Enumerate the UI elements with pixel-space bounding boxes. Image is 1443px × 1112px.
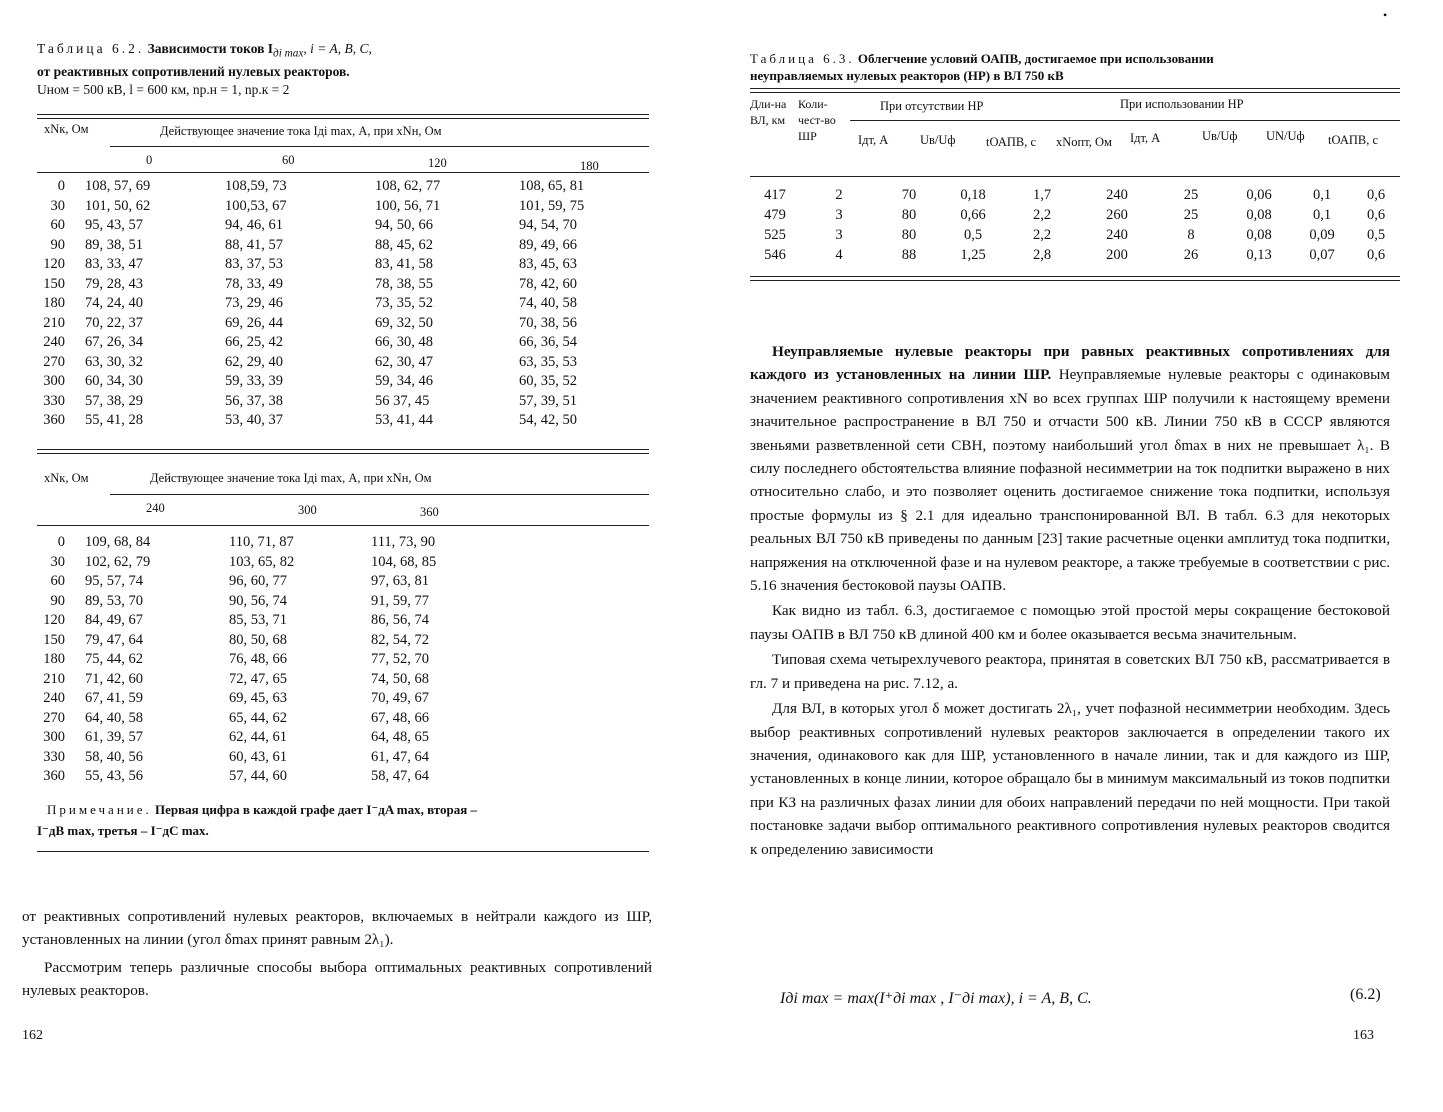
table3-cell: 2,2 [1032,206,1052,223]
table3-h-length: Дли-на ВЛ, км [750,97,787,127]
table3-h-group-with: При использовании НР [1120,97,1244,111]
table3-cell: 0,1 [1312,206,1332,223]
table3-cell: 25 [1183,186,1199,203]
table2-cell: 57, 44, 60 [229,768,287,785]
right-page [720,0,1443,1112]
table2-cell: 104, 68, 85 [371,553,437,570]
table2-group-header: Действующее значение тока Iдi max, А, при xNн, Ом [150,471,432,485]
left-paragraph-1: от реактивных сопротивлений нулевых реакторов, включаемых в нейтрали каждого из ШР, установленных на линии (угол δmax принят равным 2λ₁). [22,908,652,949]
table1-cell: 57, 38, 29 [85,392,143,409]
table3-cell: 525 [764,226,786,243]
table3-cell: 200 [1106,246,1128,263]
table3-cell: 0,5 [1366,226,1386,243]
table2-row [37,709,507,729]
table1-cell: 88, 41, 57 [225,236,283,253]
table2-row [37,748,507,768]
table2-cell: 61, 39, 57 [85,729,143,746]
table1-cell: 83, 33, 47 [85,256,143,273]
table2-cell: 82, 54, 72 [371,631,429,648]
table1-cell: 210 [43,314,65,331]
table1-cell: 78, 42, 60 [519,275,577,292]
table2-cell: 120 [43,612,65,629]
table3-head-rule [750,176,1400,177]
table1-cell: 88, 45, 62 [375,236,433,253]
table1-row [37,255,649,275]
table2-col-360: 360 [420,505,439,519]
table3-cell: 26 [1183,246,1199,263]
table1-cell: 101, 50, 62 [85,197,151,214]
table1-cell: 73, 29, 46 [225,295,283,312]
table1-sub-rule [110,146,649,147]
table1-col-60: 60 [282,153,295,167]
table2-cell: 72, 47, 65 [229,670,287,687]
caption-line1: Зависимости токов I [147,41,274,56]
note-bottom-rule [37,851,649,852]
table2-cell: 80, 50, 68 [229,631,287,648]
table3-cell: 3 [835,206,843,223]
table1-cell: 83, 45, 63 [519,256,577,273]
table1-cell: 56 37, 45 [375,392,430,409]
table1-cell: 78, 33, 49 [225,275,283,292]
table1-cell: 0 [57,178,65,195]
table1-cell: 66, 25, 42 [225,334,283,351]
table1-cell: 70, 22, 37 [85,314,143,331]
left-paragraph-2: Рассмотрим теперь различные способы выбора оптимальных реактивных сопротивлений нулевых реакторов. [22,958,652,1000]
table2-cell: 58, 40, 56 [85,748,143,765]
right-paragraph-3: Типовая схема четырехлучевого реактора, принятая в советских ВЛ 750 кВ, рассматривается в гл. 7 и приведена на рис. 7.12, а. [750,651,1390,692]
table1-cell: 66, 36, 54 [519,334,577,351]
table2-cell: 76, 48, 66 [229,651,287,668]
table2-cell: 71, 42, 60 [85,670,143,687]
table2-cell: 85, 53, 71 [229,612,287,629]
table2-cell: 64, 48, 65 [371,729,429,746]
table1-cell: 70, 38, 56 [519,314,577,331]
table2-row [37,553,507,573]
table2-cell: 62, 44, 61 [229,729,287,746]
table1-cell: 63, 35, 53 [519,353,577,370]
table3-cell: 0,18 [960,186,986,203]
caption-label: Таблица 6.2. [37,41,145,56]
table2-sub-rule [110,494,649,495]
table3-bottom-rule [750,276,1400,281]
table1-top-rule [37,114,649,119]
table1-cell: 78, 38, 55 [375,275,433,292]
table3-cell: 2,2 [1032,226,1052,243]
right-body-text [750,340,1390,861]
table2-row [37,533,507,553]
table1-row [37,197,649,217]
table3-cell: 2,8 [1032,246,1052,263]
table1-cell: 83, 37, 53 [225,256,283,273]
table1-row [37,353,649,373]
caption-line1-tail: , i = A, B, C, [303,41,372,56]
table3-sub-rule [850,120,1400,121]
table1-cell: 54, 42, 50 [519,412,577,429]
table2-row [37,689,507,709]
table3-cell: 0,08 [1246,226,1272,243]
table2-cell: 70, 49, 67 [371,690,429,707]
table2-cell: 64, 40, 58 [85,709,143,726]
table1-cell: 60 [50,217,65,234]
table1-cell: 94, 50, 66 [375,217,433,234]
table1-col-0: 0 [146,153,153,167]
table2-cell: 210 [43,670,65,687]
table2-cell: 109, 68, 84 [85,534,151,551]
right-p1-rest: Неуправляемые нулевые реакторы с одинаковым значением реактивного сопротивления xN во всех группах ШР получили к настоящему времени значительное распространение в ВЛ 750 и отчасти 500 кВ. Линии 750 кВ в СССР являются звеньями разветвленной сети СВН, поэтому наибольший угол δmax в них не превышает λ₁. В силу последнего обстоятельства влияние пофазной несимметрии на ток подпитки выражено в них относительно слабо, и это позволяет оценить достигаемое снижение тока подпитки, используя простые формулы из § 2.1 для идеально транспонированной ВЛ. В табл. 6.3 для некоторых реальных ВЛ 750 кВ приведены по данным [23] такие расчетные оценки амплитуд тока подпитки, напряжения на отключенной фазе и на нулевом реакторе, а также требуемые в соответствии с рис. 5.16 значения бестоковой паузы ОАПВ. [750,366,1390,595]
table1-cell: 57, 39, 51 [519,392,577,409]
table1-cell: 94, 46, 61 [225,217,283,234]
table3-cell: 0,07 [1309,246,1335,263]
table1-cell: 53, 41, 44 [375,412,433,429]
table3-cell: 1,25 [960,246,986,263]
table3-cell: 0,66 [960,206,986,223]
table1-cell: 59, 33, 39 [225,373,283,390]
table1-cell: 95, 43, 57 [85,217,143,234]
table2-cell: 60 [50,573,65,590]
table1-row [37,275,649,295]
table1-cell: 69, 26, 44 [225,314,283,331]
table3-cell: 479 [764,206,786,223]
table1-cell: 90 [50,236,65,253]
table1-cell: 62, 30, 47 [375,353,433,370]
table3-cell: 2 [835,186,843,203]
table1-cell: 94, 54, 70 [519,217,577,234]
table3-sh-6: Uв/Uф [1202,129,1238,143]
table1-cell: 74, 24, 40 [85,295,143,312]
note-line1: Первая цифра в каждой графе дает I⁻дA max, вторая – [155,802,477,817]
table2-cell: 67, 48, 66 [371,709,429,726]
table2-row [37,611,507,631]
page-number-right: 163 [1353,1028,1374,1043]
table1-cell: 69, 32, 50 [375,314,433,331]
table2-row [37,650,507,670]
table2-cell: 77, 52, 70 [371,651,429,668]
table2-cell: 110, 71, 87 [229,534,294,551]
table-6-2-caption [37,40,657,99]
table3-h-count: Коли-чест-во ШР [798,97,836,143]
table3-cell: 260 [1106,206,1128,223]
table1-cell: 79, 28, 43 [85,275,143,292]
table1-row [37,314,649,334]
table1-cell: 89, 49, 66 [519,236,577,253]
table2-cell: 58, 47, 64 [371,768,429,785]
table2-cell: 65, 44, 62 [229,709,287,726]
table1-cell: 74, 40, 58 [519,295,577,312]
table3-cell: 417 [764,186,786,203]
table2-cell: 61, 47, 64 [371,748,429,765]
table2-cell: 84, 49, 67 [85,612,143,629]
table2-cell: 97, 63, 81 [371,573,429,590]
table1-cell: 30 [50,197,65,214]
table3-sh-8: tОАПВ, с [1328,133,1379,147]
table1-row [37,372,649,392]
note-label: Примечание. [47,802,152,817]
table2-cell: 111, 73, 90 [371,534,436,551]
table1-col-label: xNк, Ом [44,122,89,136]
table1-cell: 63, 30, 32 [85,353,143,370]
table3-cell: 240 [1106,186,1128,203]
table2-cell: 90, 56, 74 [229,592,287,609]
table2-cell: 86, 56, 74 [371,612,429,629]
caption-line3: Uном = 500 кВ, l = 600 км, nр.н = 1, nр.к = 2 [37,81,290,97]
table2-cell: 89, 53, 70 [85,592,143,609]
table2-row [37,767,507,787]
table1-cell: 100, 56, 71 [375,197,441,214]
table2-col-label: xNк, Ом [44,471,89,485]
table1-cell: 60, 35, 52 [519,373,577,390]
table2-body [37,533,507,787]
table3-cell: 0,09 [1309,226,1335,243]
caption-line2: от реактивных сопротивлений нулевых реакторов. [37,63,350,79]
table3-cell: 0,08 [1246,206,1272,223]
table2-cell: 90 [50,592,65,609]
table3-cell: 0,06 [1246,186,1272,203]
table2-row [37,670,507,690]
table3-cell: 1,7 [1032,186,1052,203]
table3-row [750,185,1400,205]
table3-body [750,185,1400,265]
table2-cell: 240 [43,690,65,707]
table1-cell: 101, 59, 75 [519,197,585,214]
table2-cell: 69, 45, 63 [229,690,287,707]
table1-cell: 120 [43,256,65,273]
table3-sh-5: Iдт, А [1130,131,1161,145]
table1-cell: 108, 57, 69 [85,178,151,195]
table3-sh-1: Iдт, А [858,133,889,147]
table3-cell: 0,6 [1366,186,1386,203]
table1-cell: 62, 29, 40 [225,353,283,370]
note-line2: I⁻дB max, третья – I⁻дC max. [37,823,209,838]
table2-col-300: 300 [298,503,317,517]
table3-cell: 88 [901,246,917,263]
table1-row [37,411,649,431]
table3-row [750,205,1400,225]
table1-row [37,333,649,353]
table3-row [750,245,1400,265]
table2-cell: 150 [43,631,65,648]
table1-bottom-rule [37,449,649,454]
table3-top-rule [750,88,1400,93]
caption-line1-sub: дi max [273,47,304,60]
table2-cell: 270 [43,709,65,726]
table1-body [37,177,649,431]
table3-sh-3: tОАПВ, с [986,135,1037,149]
table1-cell: 60, 34, 30 [85,373,143,390]
table1-cell: 108, 62, 77 [375,178,441,195]
table2-col-240: 240 [146,501,165,515]
table3-cell: 80 [901,226,917,243]
caption-label-63: Таблица 6.3. [750,51,855,66]
table2-row [37,728,507,748]
table1-cell: 240 [43,334,65,351]
table2-row [37,572,507,592]
table2-cell: 67, 41, 59 [85,690,143,707]
corner-mark: • [1383,8,1388,22]
table1-cell: 53, 40, 37 [225,412,283,429]
table3-cell: 8 [1187,226,1195,243]
table1-cell: 100,53, 67 [225,197,287,214]
table1-cell: 67, 26, 34 [85,334,143,351]
table2-cell: 330 [43,748,65,765]
table1-cell: 108, 65, 81 [519,178,585,195]
table3-cell: 0,13 [1246,246,1272,263]
table1-cell: 66, 30, 48 [375,334,433,351]
table1-cell: 73, 35, 52 [375,295,433,312]
formula-6-2: Iдi max = max(I⁺дi max , I⁻дi max), i = A, B, C. [780,990,1092,1007]
table3-sh-4: xNопт, Ом [1056,135,1112,149]
right-p1-bold: Неуправляемые нулевые реакторы при равных реактивных сопротивлениях для каждого из установленных на линии ШР. [750,343,1390,384]
table2-cell: 102, 62, 79 [85,553,151,570]
left-page [0,0,700,1112]
table2-cell: 60, 43, 61 [229,748,287,765]
table-note [37,799,652,841]
right-paragraph-4: Для ВЛ, в которых угол δ может достигать 2λ₁, учет пофазной несимметрии необходим. Здесь выбор реактивных сопротивлений нулевых реакторов заключается в определении такого их значения, одинакового как для ШР, установленного в начале линии, так и для каждого из ШР, установленных в конце линии, которое обращало бы в минимум максимальный из токов подпитки при КЗ на различных фазах линии для обоих направлений передачи по ней мощности. При такой постановке задачи выбор оптимального реактивного сопротивления нулевых реакторов сводится к определению зависимости [750,700,1390,858]
table2-cell: 79, 47, 64 [85,631,143,648]
table3-cell: 0,5 [963,226,983,243]
table1-cell: 270 [43,353,65,370]
table3-cell: 546 [764,246,786,263]
table1-row [37,294,649,314]
table2-row [37,592,507,612]
table3-cell: 0,1 [1312,186,1332,203]
table3-cell: 240 [1106,226,1128,243]
table2-cell: 300 [43,729,65,746]
table1-cell: 360 [43,412,65,429]
left-body-text [22,905,652,1003]
table3-cell: 80 [901,206,917,223]
table3-cell: 25 [1183,206,1199,223]
table1-row [37,392,649,412]
table3-h-group-without: При отсутствии НР [880,99,984,113]
table1-group-header: Действующее значение тока Iдi max, А, при xNн, Ом [160,124,442,138]
table1-cell: 83, 41, 58 [375,256,433,273]
table2-cell: 360 [43,768,65,785]
table1-cell: 330 [43,392,65,409]
table2-row [37,631,507,651]
table1-cell: 108,59, 73 [225,178,287,195]
table2-cell: 74, 50, 68 [371,670,429,687]
table1-cell: 180 [43,295,65,312]
table3-sh-2: Uв/Uф [920,133,956,147]
table3-cell: 70 [901,186,917,203]
caption-63-line2: неуправляемых нулевых реакторов (НР) в ВЛ 750 кВ [750,68,1064,83]
table1-cell: 89, 38, 51 [85,236,143,253]
table2-cell: 30 [50,553,65,570]
table3-cell: 3 [835,226,843,243]
table2-cell: 75, 44, 62 [85,651,143,668]
table3-cell: 4 [835,246,843,263]
table1-col-180: 180 [580,159,599,173]
table1-cell: 56, 37, 38 [225,392,283,409]
table2-head-rule [37,525,649,526]
right-paragraph-2: Как видно из табл. 6.3, достигаемое с помощью этой простой меры сокращение бестоковой паузы ОАПВ в ВЛ 750 кВ длиной 400 км и более оказывается весьма значительным. [750,602,1390,643]
table1-cell: 59, 34, 46 [375,373,433,390]
table1-col-120: 120 [428,156,447,170]
table1-row [37,177,649,197]
table2-cell: 180 [43,651,65,668]
table2-cell: 0 [57,534,65,551]
table1-cell: 150 [43,275,65,292]
table3-row [750,225,1400,245]
table2-cell: 91, 59, 77 [371,592,429,609]
page-number-left: 162 [22,1028,43,1043]
table1-row [37,236,649,256]
caption-63-line1: Облегчение условий ОАПВ, достигаемое при использовании [857,51,1214,66]
table2-cell: 55, 43, 56 [85,768,143,785]
table1-cell: 55, 41, 28 [85,412,143,429]
equation-number: (6.2) [1350,986,1381,1003]
table1-cell: 300 [43,373,65,390]
table3-cell: 0,6 [1366,246,1386,263]
table2-cell: 95, 57, 74 [85,573,143,590]
table2-cell: 103, 65, 82 [229,553,295,570]
table2-cell: 96, 60, 77 [229,573,287,590]
table1-head-rule [37,172,649,173]
table3-sh-7: UN/Uф [1266,129,1305,143]
table1-row [37,216,649,236]
table-6-3-caption [750,50,1390,84]
table3-cell: 0,6 [1366,206,1386,223]
